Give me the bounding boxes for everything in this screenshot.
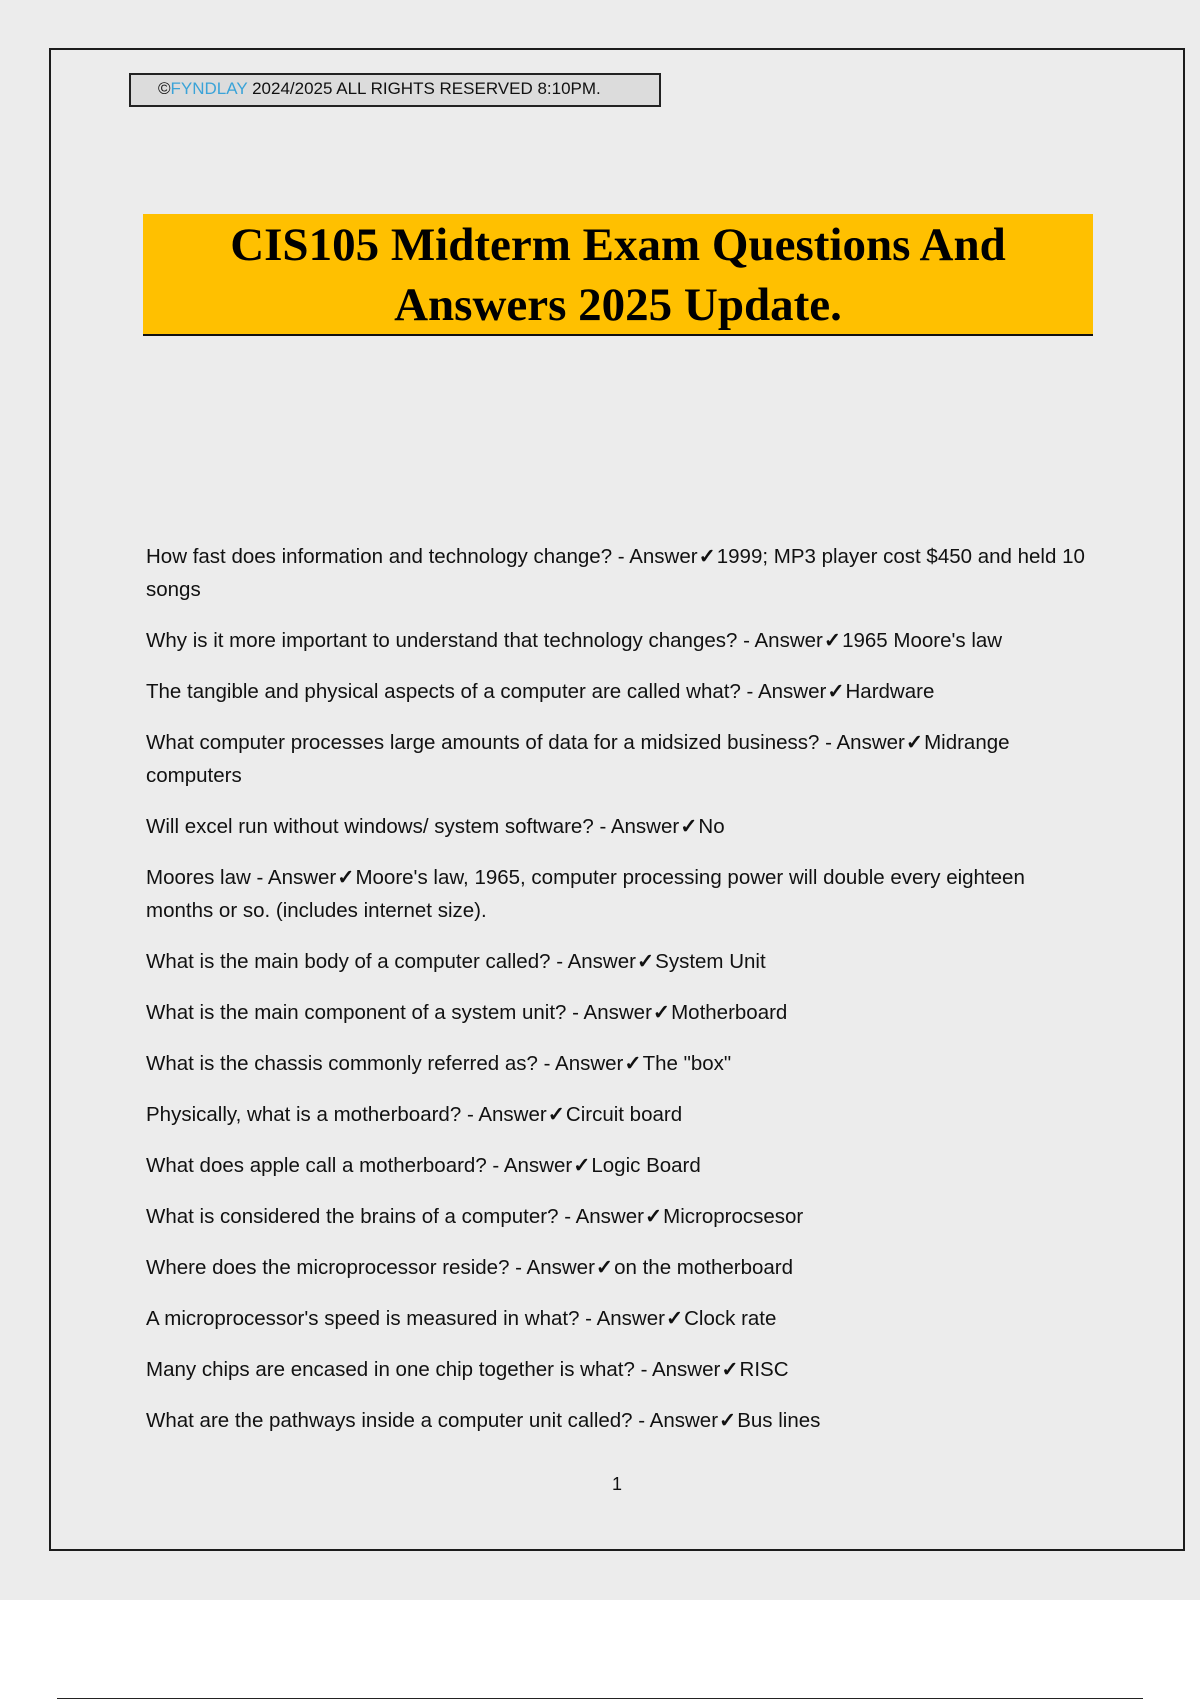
question-text: A microprocessor's speed is measured in what? [146, 1307, 580, 1330]
qa-item [146, 1200, 1096, 1233]
question-text: What does apple call a motherboard? [146, 1154, 487, 1177]
question-text: Will excel run without windows/ system software? [146, 815, 594, 838]
answer-separator: - Answer [550, 950, 636, 973]
question-text: Why is it more important to understand that technology changes? [146, 629, 738, 652]
check-mark-icon: ✓ [680, 815, 698, 838]
answer-separator: - Answer [558, 1205, 644, 1228]
answer-separator: - Answer [486, 1154, 573, 1177]
check-mark-icon: ✓ [721, 1358, 739, 1381]
answer-text: Circuit board [565, 1103, 683, 1126]
question-text: Many chips are encased in one chip together is what? [146, 1358, 635, 1381]
qa-item [146, 810, 1096, 843]
qa-item [146, 1302, 1096, 1335]
answer-separator: - Answer [250, 866, 337, 889]
answer-separator: - Answer [579, 1307, 665, 1330]
question-text: The tangible and physical aspects of a computer are called what? [146, 680, 741, 703]
qa-item [146, 1149, 1096, 1182]
answer-separator: - Answer [632, 1409, 719, 1432]
answer-separator: - Answer [634, 1358, 721, 1381]
answer-separator: - Answer [461, 1103, 547, 1126]
check-mark-icon: ✓ [624, 1052, 642, 1075]
answer-separator: - Answer [740, 680, 827, 703]
question-text: What is considered the brains of a computer? [146, 1205, 559, 1228]
next-page-divider [57, 1698, 1143, 1699]
question-text: Moores law [146, 866, 251, 889]
answer-text: The "box" [642, 1052, 732, 1075]
copyright-text: 2024/2025 ALL RIGHTS RESERVED 8:10PM. [247, 79, 601, 98]
answer-separator: - Answer [819, 731, 905, 754]
qa-item [146, 1251, 1096, 1284]
answer-text: Microprocsesor [663, 1205, 804, 1228]
check-mark-icon: ✓ [823, 629, 842, 652]
answer-text: Midrange computers [146, 731, 1010, 787]
check-mark-icon: ✓ [337, 866, 355, 889]
answer-text: Bus lines [737, 1409, 821, 1432]
document-title [143, 214, 1093, 336]
answer-text: No [698, 815, 725, 838]
qa-item [146, 1404, 1096, 1437]
check-mark-icon: ✓ [547, 1103, 565, 1126]
answer-separator: - Answer [537, 1052, 624, 1075]
qa-item [146, 726, 1096, 792]
check-mark-icon: ✓ [905, 731, 924, 754]
question-answer-list [146, 540, 1096, 1455]
copyright-notice [129, 73, 661, 107]
answer-separator: - Answer [566, 1001, 652, 1024]
question-text: What is the chassis commonly referred as? [146, 1052, 538, 1075]
answer-separator: - Answer [612, 545, 698, 568]
answer-text: System Unit [655, 950, 766, 973]
page-number: 1 [611, 1474, 622, 1494]
qa-item [146, 996, 1096, 1029]
question-text: Where does the microprocessor reside? [146, 1256, 510, 1279]
copyright-brand: FYNDLAY [170, 79, 248, 98]
qa-item [146, 1047, 1096, 1080]
title-line-2: Answers 2025 Update. [394, 279, 842, 331]
qa-item [146, 624, 1096, 657]
qa-item [146, 945, 1096, 978]
qa-item [146, 1098, 1096, 1131]
check-mark-icon: ✓ [665, 1307, 684, 1330]
answer-text: Motherboard [671, 1001, 788, 1024]
question-text: Physically, what is a motherboard? [146, 1103, 462, 1126]
question-text: What are the pathways inside a computer unit called? [146, 1409, 633, 1432]
question-text: How fast does information and technology change? [146, 545, 613, 568]
qa-item [146, 1353, 1096, 1386]
answer-text: Clock rate [684, 1307, 777, 1330]
answer-separator: - Answer [593, 815, 680, 838]
check-mark-icon: ✓ [827, 680, 845, 703]
qa-item [146, 540, 1096, 606]
check-mark-icon: ✓ [698, 545, 716, 568]
check-mark-icon: ✓ [652, 1001, 671, 1024]
answer-text: Moore's law, 1965, computer processing power will double every eighteen months or so. (includes internet size). [146, 866, 1025, 922]
check-mark-icon: ✓ [636, 950, 655, 973]
check-mark-icon: ✓ [573, 1154, 591, 1177]
title-line-1: CIS105 Midterm Exam Questions And [230, 219, 1006, 271]
question-text: What is the main component of a system unit? [146, 1001, 567, 1024]
check-mark-icon: ✓ [644, 1205, 663, 1228]
answer-separator: - Answer [509, 1256, 595, 1279]
answer-text: RISC [739, 1358, 789, 1381]
question-text: What is the main body of a computer called? [146, 950, 551, 973]
check-mark-icon: ✓ [595, 1256, 614, 1279]
answer-separator: - Answer [737, 629, 823, 652]
qa-item [146, 675, 1096, 708]
answer-text: Logic Board [591, 1154, 701, 1177]
check-mark-icon: ✓ [719, 1409, 737, 1432]
answer-text: Hardware [845, 680, 935, 703]
qa-item [146, 861, 1096, 927]
question-text: What computer processes large amounts of data for a midsized business? [146, 731, 820, 754]
answer-text: on the motherboard [614, 1256, 794, 1279]
answer-text: 1965 Moore's law [842, 629, 1003, 652]
copyright-symbol: © [158, 79, 171, 98]
answer-text: 1999; MP3 player cost $450 and held 10 songs [146, 545, 1085, 601]
